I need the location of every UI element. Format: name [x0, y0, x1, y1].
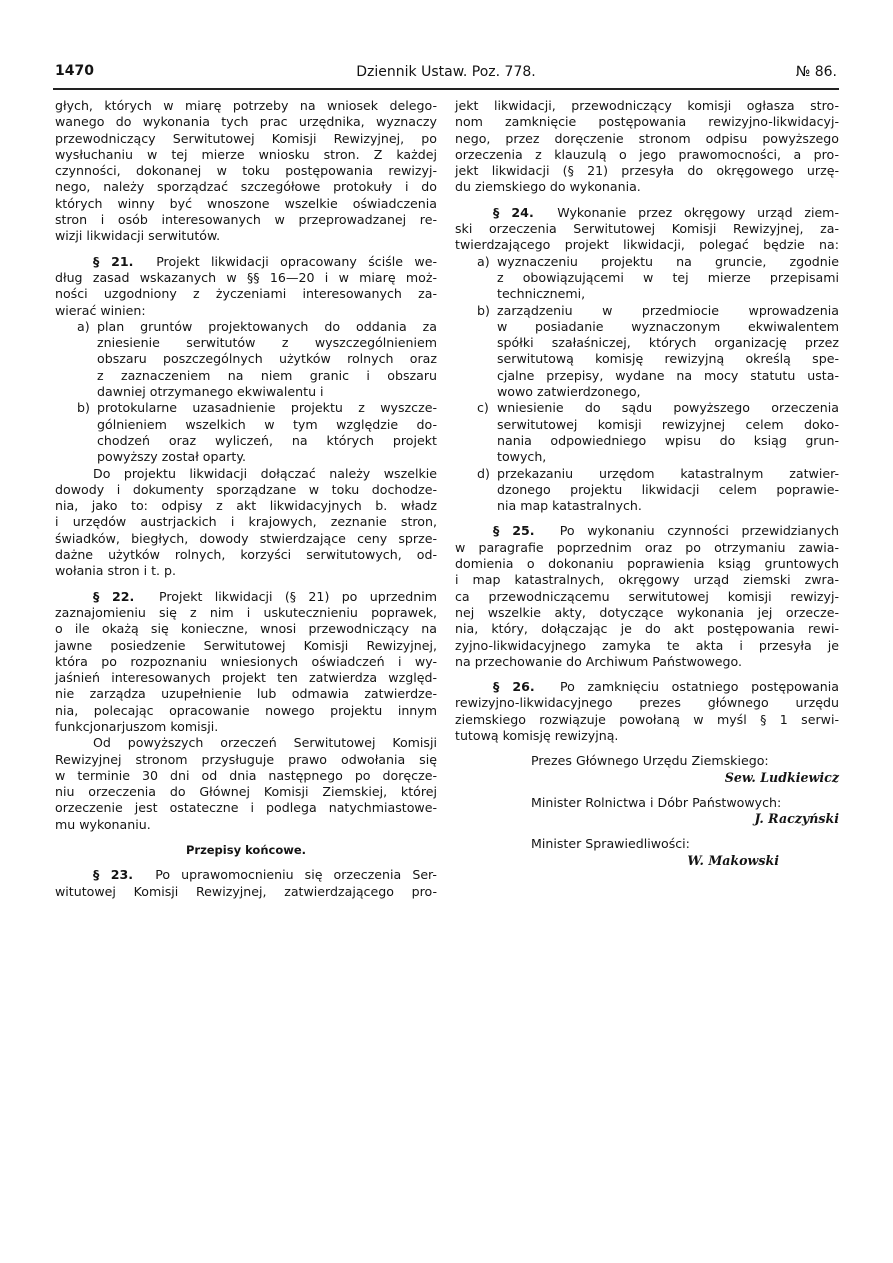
list-item-b: b) protokularne uzasadnienie projektu z wyszcze- gólnieniem wszelkich w tym względzie do- chodzeń oraz wyliczeń, na których projekt powyższy został oparty. [77, 400, 437, 465]
right-column [455, 98, 839, 869]
paragraph-23-continued: jekt likwidacji, przewodniczący komisji ogłasza stro- nom zamknięcie postępowania rewizyjno-likwidacyj- nego, przez doręczenie stronom odpisu powyższego orzeczenia z klauzulą o jego prawomocności, a pro- jekt likwidacji (§ 21) przesyła do okręgowego urzę- du ziemskiego do wykonania. [455, 98, 839, 195]
paragraph-mark: § 23. [93, 867, 134, 883]
page-number: 1470 [55, 63, 94, 79]
signatory-role: Minister Rolnictwa i Dóbr Państwowych: [531, 794, 782, 810]
paragraph-mark: § 22. [93, 588, 135, 604]
section-heading: Przepisy końcowe. [185, 843, 307, 858]
header-rule [53, 88, 839, 90]
paragraph-25: § 25. Po wykonaniu czynności przewidzianych w paragrafie poprzednim oraz po otrzymaniu zawia- domienia o dokonaniu poprawienia ksiąg gruntowych i map katastralnych, okręgowy urząd ziemski zwra- ca przewodniczącemu serwitutowej komisji rewizyj- nej wszelkie akty, dotyczące wykonania jej orzecze- nia, który, dołączając je do akt postępowania rewi- zyjno-likwidacyjnego zamyka te akta i przesyła je na przechowanie do Archiwum Państwowego. [455, 523, 839, 669]
signatory-name: J. Raczyński [754, 811, 839, 827]
paragraph-mark: § 25. [493, 523, 535, 539]
list-item-b: b) zarządzeniu w przedmiocie wprowadzenia w posiadanie wyznaczonym ekwiwalentem spółki szałaśniczej, których organizację przez serwitutową komisję rewizyjną określą spe- cjalne przepisy, wydane na mocy statutu usta- wowo zatwierdzonego, [477, 302, 839, 400]
signatory-name: W. Makowski [687, 852, 779, 868]
left-column [55, 98, 437, 900]
paragraph-24: § 24. Wykonanie przez okręgowy urząd ziem- ski orzeczenia Serwitutowej Komisji Rewizyjnej, za- twierdzającego projekt likwidacji, polegać będzie na: a) wyznaczeniu projektu na gruncie, zgodnie z obowiązującemi w tej mierze przepisami technicznemi, b) zarządzeniu w przedmiocie wprowadzenia w posiadanie wyznaczonym ekwiwalentem spółki szałaśniczej, których organizację przez serwitutową komisję rewizyjną określą spe- cjalne przepisy, wydane na mocy statutu usta- wowo zatwierdzonego, c) wniesienie do sądu powyższego orzeczenia serwitutowej komisji rewizyjnej celem doko- nania odpowiedniego wpisu do ksiąg grun- towych, d) przekazaniu urzędom katastralnym zatwier- dzonego projektu likwidacji celem poprawie- nia map katastralnych. [455, 204, 839, 514]
journal-title: Dziennik Ustaw. Poz. 778. [356, 64, 536, 80]
paragraph-mark: § 24. [493, 204, 534, 220]
paragraph-21: § 21. Projekt likwidacji opracowany ściśle we- dług zasad wskazanych w §§ 16—20 i w miarę moż- ności uzgodniony z życzeniami interesowanych za- wierać winien: a) plan gruntów projektowanych do oddania za zniesienie serwitutów z wyszczególnieniem obszaru poszczególnych użytków rolnych oraz z zaznaczeniem na niem granic i obszaru dawniej otrzymanego ekwiwalentu i b) protokularne uzasadnienie projektu z wyszcze- gólnieniem wszelkich w tym względzie do- chodzeń oraz wyliczeń, na których projekt powyższy został oparty. Do projektu likwidacji dołączać należy wszelkie dowody i dokumenty sporządzane w toku dochodze- nia, jako to: odpisy z akt likwidacyjnych b. władz i urzędów austrjackich i krajowych, zeznanie stron, świadków, biegłych, dowody stwierdzające ceny sprze- dażne użytków rolnych, korzyści serwitutowych, od- wołania stron i t. p. [55, 253, 437, 579]
signatory-name: Sew. Ludkiewicz [724, 769, 839, 785]
paragraph-26: § 26. Po zamknięciu ostatniego postępowania rewizyjno-likwidacyjnego prezes głównego urzędu ziemskiego rozwiązuje powołaną w myśl § 1 serwi- tutową komisję rewizyjną. [455, 679, 839, 743]
issue-number: № 86. [795, 64, 837, 80]
intro-paragraph: głych, których w miarę potrzeby na wniosek delego- wanego do wykonania tych prac urzędnika, wyznaczy przewodniczący Serwitutowej Komisji Rewizyjnej, po wysłuchaniu w tej mierze wniosku stron. Z każdej czynności, dokonanej w toku postępowania rewizyj- nego, należy sporządzać szczegółowe protokuły i do których winny być wnoszone wszelkie oświadczenia stron i osób interesowanych w przeprowadzanej re- wizji likwidacji serwitutów. [55, 98, 437, 244]
paragraph-mark: § 21. [93, 253, 134, 269]
signature-block [455, 753, 839, 869]
paragraph-mark: § 26. [493, 679, 535, 695]
paragraph-22: § 22. Projekt likwidacji (§ 21) po uprzednim zaznajomieniu się z nim i uskutecznieniu poprawek, o ile okażą się konieczne, wnosi przewodniczący na jawne posiedzenie Serwitutowej Komisji Rewizyjnej, która po rozpoznaniu wniesionych oświadczeń i wy- jaśnień interesowanych projekt ten zatwierdza względ- nie zarządza uzupełnienie lub odmawia zatwierdze- nia, polecając opracowanie nowego projektu innym funkcjonarjuszom komisji. Od powyższych orzeczeń Serwitutowej Komisji Rewizyjnej stronom przysługuje prawo odwołania się w terminie 30 dni od dnia następnego po doręcze- niu orzeczenia do Głównej Komisji Ziemskiej, której orzeczenie jest ostateczne i podlega natychmiastowe- mu wykonaniu. [55, 588, 437, 832]
list-item-d: d) przekazaniu urzędom katastralnym zatwier- dzonego projektu likwidacji celem poprawie- nia map katastralnych. [477, 465, 839, 514]
page-header [53, 63, 839, 85]
list-item-a: a) wyznaczeniu projektu na gruncie, zgodnie z obowiązującemi w tej mierze przepisami technicznemi, [477, 253, 839, 302]
signatory-role: Prezes Głównego Urzędu Ziemskiego: [531, 753, 769, 769]
paragraph-23: § 23. Po uprawomocnieniu się orzeczenia Ser- witutowej Komisji Rewizyjnej, zatwierdzającego pro- [55, 867, 437, 899]
list-item-c: c) wniesienie do sądu powyższego orzeczenia serwitutowej komisji rewizyjnej celem doko- nania odpowiedniego wpisu do ksiąg grun- towych, [477, 400, 839, 465]
signatory-role: Minister Sprawiedliwości: [531, 836, 690, 852]
list-item-a: a) plan gruntów projektowanych do oddania za zniesienie serwitutów z wyszczególnieniem obszaru poszczególnych użytków rolnych oraz z zaznaczeniem na niem granic i obszaru dawniej otrzymanego ekwiwalentu i [77, 318, 437, 400]
